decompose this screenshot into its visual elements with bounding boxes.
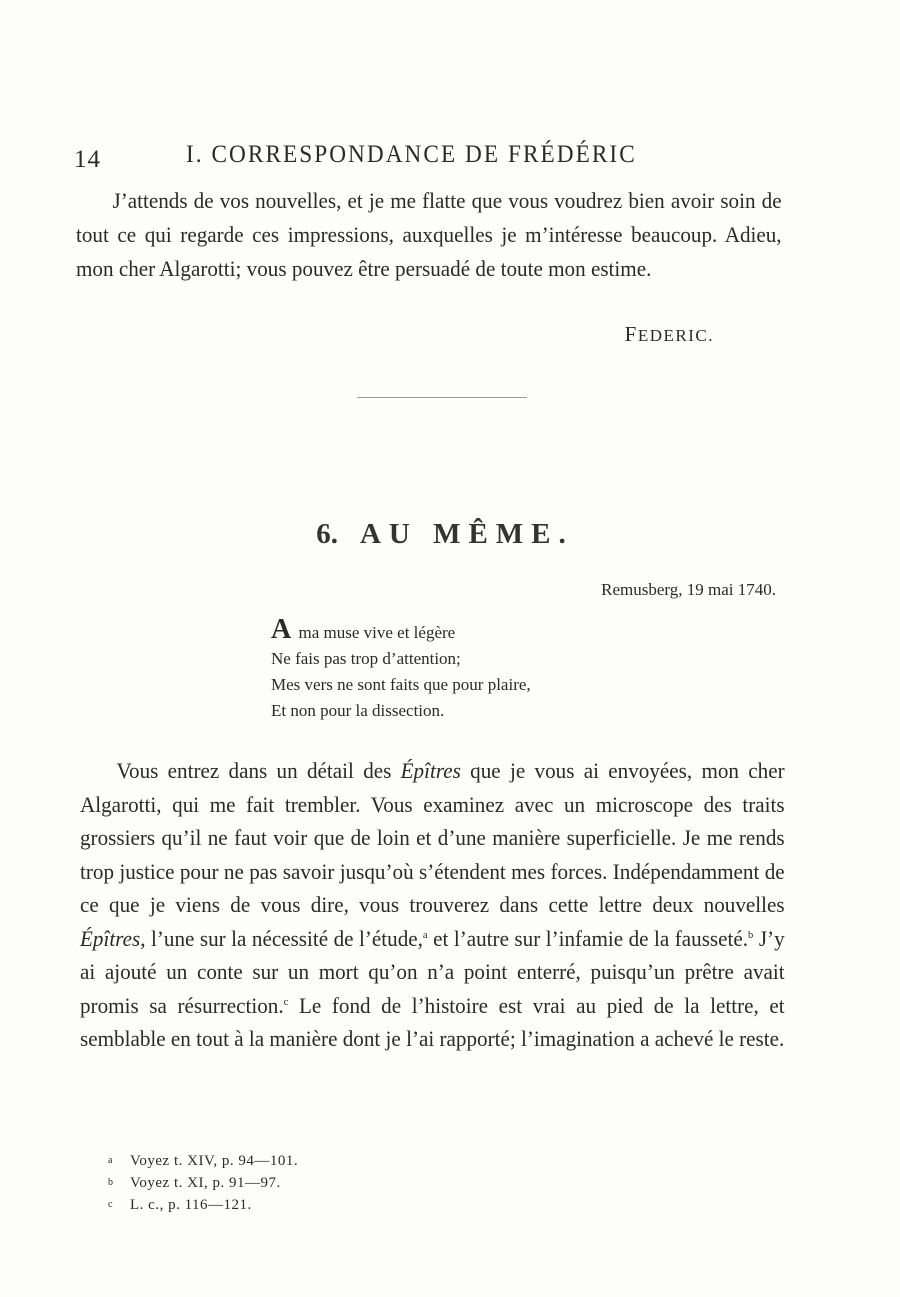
drop-cap: A [271, 614, 292, 645]
poem-line-1-text: ma muse vive et légère [298, 623, 456, 642]
body-text: J’y ai ajouté un conte sur un mort qu’on n’a point enterré, puisqu’un prêtre avait promis sa résurrection. [80, 925, 785, 1018]
footnote-text: Voyez t. XIV, p. 94—101. [130, 1153, 299, 1169]
poem-line-1 [271, 614, 531, 646]
dateline: Remusberg, 19 mai 1740. [601, 580, 776, 599]
body-text: et l’autre sur l’infamie de la fausseté. [427, 925, 749, 951]
section-title [0, 518, 890, 551]
body-text: Le fond de l’histoire est vrai au pied de la lettre, et semblable en tout à la manière dont je l’ai rapporté; l’imagination a achevé le reste. [80, 992, 785, 1051]
page-number: 14 [74, 146, 101, 173]
footnote-text: L. c., p. 116—121. [130, 1197, 252, 1213]
section-divider [357, 397, 527, 398]
letter-closing-paragraph: J’attends de vos nouvelles, et je me flatte que vous voudrez bien avoir soin de tout ce qui regarde ces impressions, auxquelles je m’intéresse beaucoup. Adieu, mon cher Algarotti; vous pouvez être persuadé de toute mon estime. [76, 188, 782, 281]
footnote-mark: a [108, 1155, 113, 1166]
footnote [108, 1194, 298, 1216]
signature-rest: EDERIC. [637, 326, 714, 345]
footnote [108, 1172, 298, 1194]
poem-line-3: Mes vers ne sont faits que pour plaire, [271, 675, 531, 694]
body-text: Vous entrez dans un détail des [116, 758, 401, 783]
footnote-mark: c [108, 1199, 113, 1210]
running-head: I. CORRESPONDANCE DE FRÉDÉRIC [186, 141, 637, 168]
letter-title: AU MÊME. [359, 518, 574, 550]
letter-number: 6. [316, 518, 338, 550]
signature [625, 322, 714, 347]
footnote-ref-c[interactable]: c [283, 995, 289, 1008]
footnote [108, 1150, 298, 1172]
poem-line-4: Et non pour la dissection. [271, 701, 445, 720]
footnotes [108, 1150, 298, 1216]
body-text: que je vous ai envoyées, mon cher Algarotti, qui me fait trembler. Vous examinez avec un microscope des traits grossiers qu’il ne faut voir que de loin et d’une manière superficielle. Je me rends trop justice pour ne pas savoir jusqu’où s’étendent mes forces. Indépendamment de ce que je viens de vous dire, vous trouverez dans cette lettre deux nouvelles [80, 758, 785, 917]
footnote-ref-b[interactable]: b [748, 928, 754, 941]
letter-body-paragraph [80, 754, 785, 1056]
footnote-text: Voyez t. XI, p. 91—97. [130, 1175, 281, 1191]
italic-title: Épîtres [80, 925, 141, 951]
footnote-ref-a[interactable]: a [422, 928, 428, 941]
signature-initial: F [624, 322, 638, 346]
footnote-mark: b [108, 1177, 114, 1188]
poem-line-2: Ne fais pas trop d’attention; [271, 649, 461, 668]
poem [271, 614, 531, 724]
body-text: , l’une sur la nécessité de l’étude, [140, 925, 423, 951]
italic-title: Épîtres [400, 758, 461, 783]
